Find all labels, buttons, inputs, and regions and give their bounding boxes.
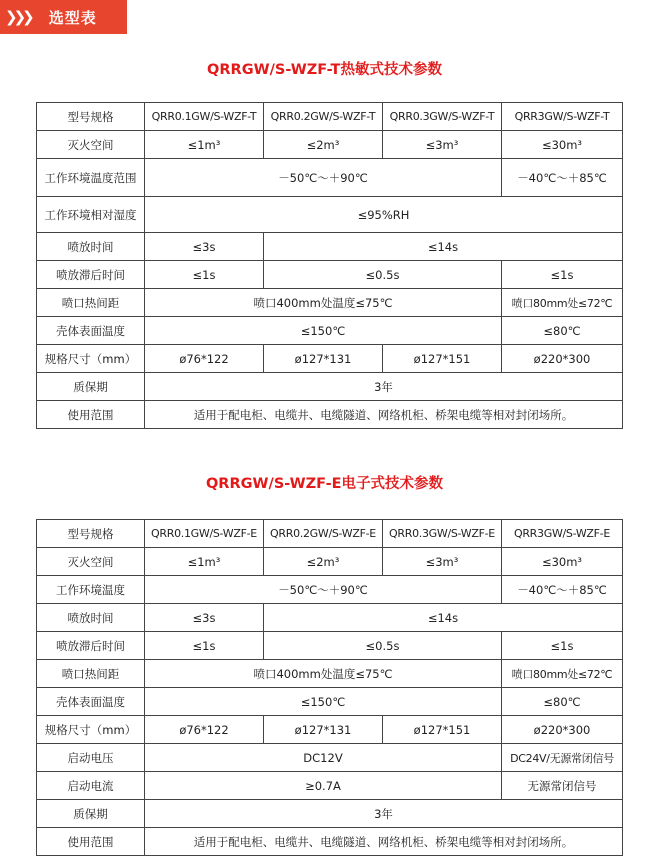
table-row xyxy=(37,345,623,373)
table-row xyxy=(37,131,623,159)
value-cell: ø220*300 xyxy=(502,716,623,744)
row-label: 型号规格 xyxy=(37,103,145,131)
row-label: 质保期 xyxy=(37,373,145,401)
value-cell: ø127*131 xyxy=(264,345,383,373)
table-row xyxy=(37,159,623,197)
table-row xyxy=(37,289,623,317)
table-row xyxy=(37,576,623,604)
table-row xyxy=(37,261,623,289)
value-cell: ≤3m³ xyxy=(383,548,502,576)
value-cell: －50℃～＋90℃ xyxy=(145,576,502,604)
value-cell: ø76*122 xyxy=(145,345,264,373)
model-cell: QRR3GW/S-WZF-T xyxy=(502,103,623,131)
table-row xyxy=(37,520,623,548)
table-row xyxy=(37,716,623,744)
value-cell: ≤1s xyxy=(502,261,623,289)
row-label: 喷放滞后时间 xyxy=(37,632,145,660)
value-cell: ≤1m³ xyxy=(145,548,264,576)
row-label: 使用范围 xyxy=(37,828,145,856)
value-cell: ≤150℃ xyxy=(145,688,502,716)
thermal-spec-table xyxy=(36,102,623,429)
row-label: 壳体表面温度 xyxy=(37,688,145,716)
table-row xyxy=(37,800,623,828)
table-row xyxy=(37,373,623,401)
value-cell: ≤1s xyxy=(502,632,623,660)
value-cell: ø76*122 xyxy=(145,716,264,744)
value-cell: ø220*300 xyxy=(502,345,623,373)
value-cell: ≤1s xyxy=(145,632,264,660)
row-label: 喷放时间 xyxy=(37,233,145,261)
row-label: 工作环境相对湿度 xyxy=(37,197,145,233)
value-cell: ≤1s xyxy=(145,261,264,289)
row-label: 喷口热间距 xyxy=(37,660,145,688)
table-row xyxy=(37,197,623,233)
table-row xyxy=(37,604,623,632)
model-cell: QRR3GW/S-WZF-E xyxy=(502,520,623,548)
table-row xyxy=(37,688,623,716)
value-cell: 适用于配电柜、电缆井、电缆隧道、网络机柜、桥架电缆等相对封闭场所。 xyxy=(145,401,623,429)
model-cell: QRR0.2GW/S-WZF-T xyxy=(264,103,383,131)
value-cell: ≤2m³ xyxy=(264,548,383,576)
value-cell: ≤3s xyxy=(145,233,264,261)
value-cell: 3年 xyxy=(145,800,623,828)
value-cell: ≤95%RH xyxy=(145,197,623,233)
value-cell: 3年 xyxy=(145,373,623,401)
value-cell: ≤80℃ xyxy=(502,688,623,716)
value-cell: 喷口80mm处≤72℃ xyxy=(502,660,623,688)
table-row xyxy=(37,548,623,576)
table2-title: QRRGW/S-WZF-E电子式技术参数 xyxy=(205,476,444,492)
value-cell: DC24V/无源常闭信号 xyxy=(502,744,623,772)
value-cell: ≤30m³ xyxy=(502,548,623,576)
table-row xyxy=(37,772,623,800)
table-row xyxy=(37,103,623,131)
value-cell: ≤0.5s xyxy=(264,632,502,660)
row-label: 规格尺寸（mm） xyxy=(37,345,145,373)
value-cell: ≤14s xyxy=(264,604,623,632)
table-row xyxy=(37,317,623,345)
row-label: 启动电压 xyxy=(37,744,145,772)
value-cell: DC12V xyxy=(145,744,502,772)
row-label: 喷放滞后时间 xyxy=(37,261,145,289)
value-cell: 适用于配电柜、电缆井、电缆隧道、网络机柜、桥架电缆等相对封闭场所。 xyxy=(145,828,623,856)
value-cell: ≤3s xyxy=(145,604,264,632)
value-cell: 喷口400mm处温度≤75℃ xyxy=(145,289,502,317)
electronic-spec-table xyxy=(36,519,623,856)
value-cell: ≤14s xyxy=(264,233,623,261)
value-cell: ø127*131 xyxy=(264,716,383,744)
value-cell: ≤150℃ xyxy=(145,317,502,345)
row-label: 质保期 xyxy=(37,800,145,828)
table1-title: QRRGW/S-WZF-T热敏式技术参数 xyxy=(207,62,442,78)
table-row xyxy=(37,828,623,856)
value-cell: ≤80℃ xyxy=(502,317,623,345)
table-row xyxy=(37,632,623,660)
value-cell: －40℃～＋85℃ xyxy=(502,159,623,197)
model-cell: QRR0.3GW/S-WZF-T xyxy=(383,103,502,131)
section-header-title: 选型表 xyxy=(48,8,97,27)
row-label: 喷口热间距 xyxy=(37,289,145,317)
row-label: 规格尺寸（mm） xyxy=(37,716,145,744)
value-cell: ≤1m³ xyxy=(145,131,264,159)
row-label: 工作环境温度 xyxy=(37,576,145,604)
value-cell: ø127*151 xyxy=(383,345,502,373)
row-label: 壳体表面温度 xyxy=(37,317,145,345)
value-cell: ≤30m³ xyxy=(502,131,623,159)
value-cell: ≤3m³ xyxy=(383,131,502,159)
value-cell: ø127*151 xyxy=(383,716,502,744)
section-header xyxy=(0,0,127,34)
table-row xyxy=(37,660,623,688)
value-cell: ≤0.5s xyxy=(264,261,502,289)
row-label: 灭火空间 xyxy=(37,548,145,576)
value-cell: ≥0.7A xyxy=(145,772,502,800)
value-cell: 喷口80mm处≤72℃ xyxy=(502,289,623,317)
table-row xyxy=(37,401,623,429)
row-label: 使用范围 xyxy=(37,401,145,429)
value-cell: －50℃～＋90℃ xyxy=(145,159,502,197)
model-cell: QRR0.2GW/S-WZF-E xyxy=(264,520,383,548)
row-label: 灭火空间 xyxy=(37,131,145,159)
row-label: 启动电流 xyxy=(37,772,145,800)
row-label: 型号规格 xyxy=(37,520,145,548)
model-cell: QRR0.1GW/S-WZF-E xyxy=(145,520,264,548)
value-cell: 喷口400mm处温度≤75℃ xyxy=(145,660,502,688)
chevrons-right-icon: ❯❯❯ xyxy=(5,7,31,26)
value-cell: 无源常闭信号 xyxy=(502,772,623,800)
table-row xyxy=(37,744,623,772)
table-row xyxy=(37,233,623,261)
value-cell: ≤2m³ xyxy=(264,131,383,159)
row-label: 喷放时间 xyxy=(37,604,145,632)
model-cell: QRR0.3GW/S-WZF-E xyxy=(383,520,502,548)
model-cell: QRR0.1GW/S-WZF-T xyxy=(145,103,264,131)
row-label: 工作环境温度范围 xyxy=(37,159,145,197)
value-cell: －40℃～＋85℃ xyxy=(502,576,623,604)
